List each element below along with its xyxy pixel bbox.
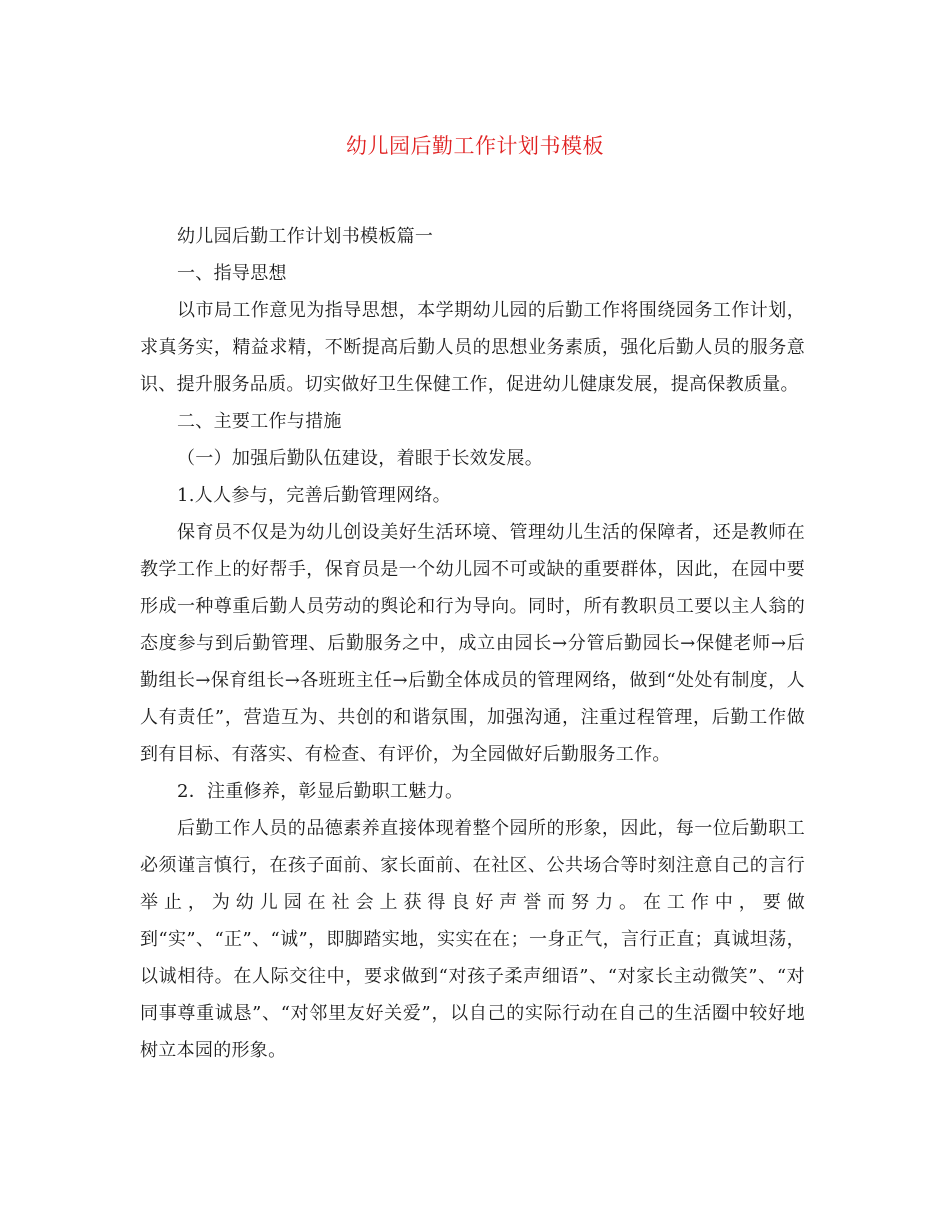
section-heading-main-work: 二、主要工作与措施 (177, 411, 342, 432)
paragraph-guiding-ideology: 以市局工作意见为指导思想，本学期幼儿园的后勤工作将围绕园务工作计划，求真务实，精益求精，不断提高后勤人员的思想业务素质，强化后勤人员的服务意识、提升服务品质。切实做好卫生保健工作，促进幼儿健康发展，提高保教质量。 (140, 300, 805, 395)
subsection-heading-team-building: （一）加强后勤队伍建设，着眼于长效发展。 (177, 448, 543, 469)
item-heading-management-network: 1.人人参与，完善后勤管理网络。 (177, 485, 451, 506)
paragraph-management-network: 保育员不仅是为幼儿创设美好生活环境、管理幼儿生活的保障者，还是教师在教学工作上的好帮手，保育员是一个幼儿园不可或缺的重要群体，因此，在园中要形成一种尊重后勤人员劳动的舆论和行为导向。同时，所有教职员工要以主人翁的态度参与到后勤管理、后勤服务之中，成立由园长→分管后勤园长→保健老师→后勤组长→保育组长→各班班主任→后勤全体成员的管理网络，做到“处处有制度，人人有责任”，营造互为、共创的和谐氛围，加强沟通，注重过程管理，后勤工作做到有目标、有落实、有检查、有评价，为全园做好后勤服务工作。 (140, 522, 805, 765)
section-heading-guiding-ideology: 一、指导思想 (177, 263, 287, 284)
document-title: 幼儿园后勤工作计划书模板 (346, 134, 604, 158)
item-heading-staff-cultivation: 2．注重修养，彰显后勤职工魅力。 (177, 781, 464, 802)
paragraph-staff-cultivation: 后勤工作人员的品德素养直接体现着整个园所的形象，因此，每一位后勤职工必须谨言慎行，在孩子面前、家长面前、在社区、公共场合等时刻注意自己的言行举止，为幼儿园在社会上获得良好声誉而努力。在工作中，要做到“实”、“正”、“诚”，即脚踏实地，实实在在；一身正气，言行正直；真诚坦荡，以诚相待。在人际交往中，要求做到“对孩子柔声细语”、“对家长主动微笑”、“对同事尊重诚恳”、“对邻里友好关爱”，以自己的实际行动在自己的生活圈中较好地树立本园的形象。 (140, 818, 805, 1061)
section-heading-template-part-one: 幼儿园后勤工作计划书模板篇一 (177, 226, 434, 247)
document-body (140, 218, 805, 1069)
